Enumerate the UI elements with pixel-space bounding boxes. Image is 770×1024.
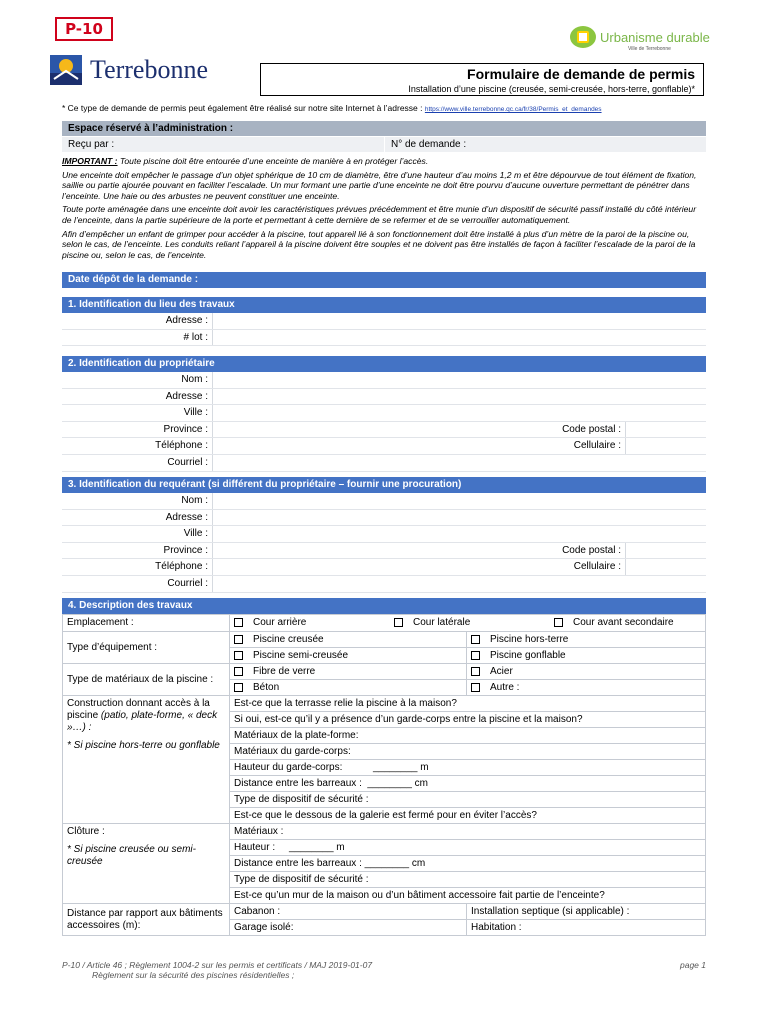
urbanisme-logo-subtitle: Ville de Terrebonne — [628, 46, 671, 52]
equipment-options-left — [230, 632, 467, 664]
owner-address-label: Adresse : — [165, 390, 208, 402]
septic-distance-field[interactable]: Installation septique (si applicable) : — [467, 904, 705, 920]
footer-line-2: Règlement sur la sécurité des piscines résidentielles ; — [92, 970, 295, 980]
material-concrete-option[interactable]: Béton — [230, 680, 466, 695]
construction-note: * Si piscine hors-terre ou gonflable — [67, 740, 220, 751]
fence-line[interactable]: Distance entre les barreaux : ________ cm — [230, 856, 705, 872]
admin-title: Espace réservé à l’administration : — [62, 121, 706, 136]
owner-province-label: Province : — [163, 423, 208, 435]
fence-label-cell — [63, 824, 230, 904]
location-options — [230, 615, 706, 632]
applicant-email-input[interactable] — [212, 576, 706, 592]
construction-line[interactable]: Distance entre les barreaux : ________ cm — [230, 776, 705, 792]
urbanisme-leaf-icon — [568, 24, 598, 50]
location-front-option[interactable]: Cour avant secondaire — [554, 617, 674, 629]
material-label: Type de matériaux de la piscine : — [63, 664, 230, 696]
fence-line[interactable]: Matériaux : — [230, 824, 705, 840]
lot-label: # lot : — [183, 331, 208, 343]
owner-city-label: Ville : — [183, 407, 208, 419]
checkbox-icon[interactable] — [234, 683, 243, 692]
checkbox-icon[interactable] — [234, 635, 243, 644]
equip-inground-option[interactable]: Piscine creusée — [230, 632, 466, 648]
work-description-table — [62, 614, 706, 936]
shed-distance-field[interactable]: Cabanon : — [230, 904, 466, 920]
owner-postal-input[interactable] — [625, 422, 706, 438]
important-notice — [62, 156, 706, 263]
owner-province-input[interactable] — [212, 422, 453, 438]
fence-label: Clôture : — [67, 826, 105, 837]
material-other-option[interactable]: Autre : — [467, 680, 705, 695]
applicant-postal-label: Code postal : — [562, 544, 621, 556]
equip-semi-inground-option[interactable]: Piscine semi-creusée — [230, 648, 466, 663]
distance-label: Distance par rapport aux bâtiments accessoires (m): — [63, 904, 230, 936]
equipment-label: Type d’équipement : — [63, 632, 230, 664]
online-note-text: * Ce type de demande de permis peut également être réalisé sur notre site Internet à l’adresse : — [62, 103, 425, 113]
owner-postal-label: Code postal : — [562, 423, 621, 435]
section2-title: 2. Identification du propriétaire — [62, 356, 706, 372]
form-code-badge: P-10 — [55, 17, 113, 41]
location-label: Emplacement : — [63, 615, 230, 632]
equip-inflatable-option[interactable]: Piscine gonflable — [467, 648, 705, 663]
checkbox-icon[interactable] — [471, 651, 480, 660]
checkbox-icon[interactable] — [394, 618, 403, 627]
owner-address-input[interactable] — [212, 389, 706, 405]
important-paragraph-1: Une enceinte doit empêcher le passage d’un objet sphérique de 10 cm de diamètre, être d’une hauteur d’au moins 1,2 m et être dépourvue de tout élément de fixation, saillie ou partie ajourée pouvant en faciliter l’escalade. Un mur formant une partie d’une enceinte ne doit être pourvu d’aucune ouverture permettant de pénétrer dans l’enceinte. Une haie ou des arbustes ne peuvent constituer une enceinte. — [62, 169, 697, 201]
form-title: Formulaire de demande de permis — [467, 66, 695, 82]
construction-line[interactable]: Est-ce que la terrasse relie la piscine à la maison? — [230, 696, 705, 712]
fence-line[interactable]: Hauteur : ________ m — [230, 840, 705, 856]
fence-line[interactable]: Type de dispositif de sécurité : — [230, 872, 705, 888]
construction-line[interactable]: Hauteur du garde-corps: ________ m — [230, 760, 705, 776]
owner-city-input[interactable] — [212, 405, 706, 421]
applicant-address-input[interactable] — [212, 510, 706, 526]
owner-email-input[interactable] — [212, 455, 706, 471]
applicant-address-label: Adresse : — [165, 511, 208, 523]
checkbox-icon[interactable] — [234, 667, 243, 676]
owner-cell-input[interactable] — [625, 438, 706, 454]
applicant-email-label: Courriel : — [167, 577, 208, 589]
terrebonne-logo-text: Terrebonne — [90, 55, 209, 84]
owner-name-input[interactable] — [212, 372, 706, 388]
urbanisme-logo-text: Urbanisme durable — [600, 30, 710, 45]
terrebonne-emblem-icon — [48, 53, 84, 87]
material-fiberglass-option[interactable]: Fibre de verre — [230, 664, 466, 680]
construction-line[interactable]: Matériaux de la plate-forme: — [230, 728, 705, 744]
section3-title: 3. Identification du requérant (si différent du propriétaire – fournir une procuration) — [62, 477, 706, 493]
page-number: page 1 — [680, 960, 706, 970]
online-note — [62, 103, 602, 113]
admin-row — [62, 136, 706, 152]
fence-note: * Si piscine creusée ou semi-creusée — [67, 844, 196, 867]
lot-input[interactable] — [212, 330, 706, 346]
checkbox-icon[interactable] — [234, 618, 243, 627]
terrebonne-logo — [48, 53, 209, 92]
owner-name-label: Nom : — [181, 374, 208, 385]
construction-paren: (patio, plate-forme, « deck »…) : — [67, 710, 218, 733]
applicant-postal-input[interactable] — [625, 543, 706, 559]
section1-title: 1. Identification du lieu des travaux — [62, 297, 706, 313]
checkbox-icon[interactable] — [554, 618, 563, 627]
construction-lines — [230, 696, 706, 824]
material-options-right — [467, 664, 706, 696]
important-lead: IMPORTANT : — [62, 156, 118, 166]
checkbox-icon[interactable] — [471, 635, 480, 644]
request-number-field[interactable]: N° de demande : — [391, 139, 467, 150]
applicant-province-input[interactable] — [212, 543, 453, 559]
distance-right — [467, 904, 706, 936]
owner-phone-input[interactable] — [212, 438, 453, 454]
section4-title: 4. Description des travaux — [62, 598, 706, 614]
checkbox-icon[interactable] — [234, 651, 243, 660]
construction-label: Construction donnant accès à la piscine — [67, 698, 210, 721]
equipment-options-right — [467, 632, 706, 664]
construction-label-cell — [63, 696, 230, 824]
applicant-city-label: Ville : — [183, 528, 208, 540]
form-title-box — [260, 63, 704, 96]
section-owner — [62, 356, 706, 472]
date-deposit-field[interactable] — [62, 272, 706, 288]
applicant-phone-label: Téléphone : — [155, 561, 208, 573]
equip-above-ground-option[interactable]: Piscine hors-terre — [467, 632, 705, 648]
distance-left — [230, 904, 467, 936]
checkbox-icon[interactable] — [471, 667, 480, 676]
applicant-cell-label: Cellulaire : — [573, 561, 621, 573]
address-label: Adresse : — [165, 315, 208, 326]
fence-line[interactable]: Est-ce qu’un mur de la maison ou d’un bâtiment accessoire fait partie de l’enceinte? — [234, 890, 605, 901]
owner-phone-label: Téléphone : — [155, 440, 208, 452]
construction-line[interactable]: Type de dispositif de sécurité : — [230, 792, 705, 808]
page-footer — [62, 960, 706, 980]
owner-cell-label: Cellulaire : — [573, 440, 621, 452]
date-deposit-label: Date dépôt de la demande : — [62, 272, 706, 288]
address-input[interactable] — [212, 313, 706, 329]
urbanisme-durable-logo — [568, 24, 710, 55]
online-note-link[interactable]: https://www.ville.terrebonne.qc.ca/fr/38/Permis_et_demandes — [424, 106, 602, 113]
section-work-location — [62, 297, 706, 346]
material-options-left — [230, 664, 467, 696]
applicant-name-input[interactable] — [212, 493, 706, 509]
section-applicant — [62, 477, 706, 593]
location-side-option[interactable]: Cour latérale — [394, 617, 554, 629]
received-by-field[interactable]: Reçu par : — [62, 137, 385, 152]
construction-line[interactable]: Si oui, est-ce qu’il y a présence d’un garde-corps entre la piscine et la maison? — [230, 712, 705, 728]
location-rear-option[interactable]: Cour arrière — [234, 617, 394, 629]
applicant-province-label: Province : — [163, 544, 208, 556]
applicant-city-input[interactable] — [212, 526, 706, 542]
house-distance-field[interactable]: Habitation : — [471, 922, 522, 933]
material-steel-option[interactable]: Acier — [467, 664, 705, 680]
construction-line[interactable]: Est-ce que le dessous de la galerie est fermé pour en éviter l’accès? — [234, 810, 537, 821]
applicant-phone-input[interactable] — [212, 559, 453, 575]
garage-distance-field[interactable]: Garage isolé: — [234, 922, 294, 933]
important-lead-text: Toute piscine doit être entourée d’une enceinte de manière à en protéger l’accès. — [117, 156, 429, 166]
fence-lines — [230, 824, 706, 904]
applicant-cell-input[interactable] — [625, 559, 706, 575]
applicant-name-label: Nom : — [181, 495, 208, 506]
admin-section — [62, 121, 706, 152]
construction-line[interactable]: Matériaux du garde-corps: — [230, 744, 705, 760]
important-paragraph-2: Toute porte aménagée dans une enceinte doit avoir les caractéristiques prévues précédemment et être munie d’un dispositif de sécurité passif installé du côté intérieur de l’enceinte, dans la partie supérieure de la porte et permettant à cette dernière de se refermer et de se verrouiller automatiquement. — [62, 204, 697, 225]
section-work-description — [62, 598, 706, 936]
footer-line-1: P-10 / Article 46 ; Règlement 1004-2 sur les permis et certificats / MAJ 2019-01-07 — [62, 960, 373, 970]
owner-email-label: Courriel : — [167, 456, 208, 468]
checkbox-icon[interactable] — [471, 683, 480, 692]
important-paragraph-3: Afin d’empêcher un enfant de grimper pour accéder à la piscine, tout appareil lié à son fonctionnement doit être installé à plus d’un mètre de la paroi de la piscine ou, selon le cas, de l’enceinte. Les conduits reliant l’appareil à la piscine doivent être souples et ne doivent pas être installés de façon à faciliter l’escalade de la paroi de la piscine ou, selon le cas, de l’enceinte. — [62, 228, 696, 260]
form-subtitle: Installation d’une piscine (creusée, semi-creusée, hors-terre, gonflable)* — [408, 84, 695, 94]
